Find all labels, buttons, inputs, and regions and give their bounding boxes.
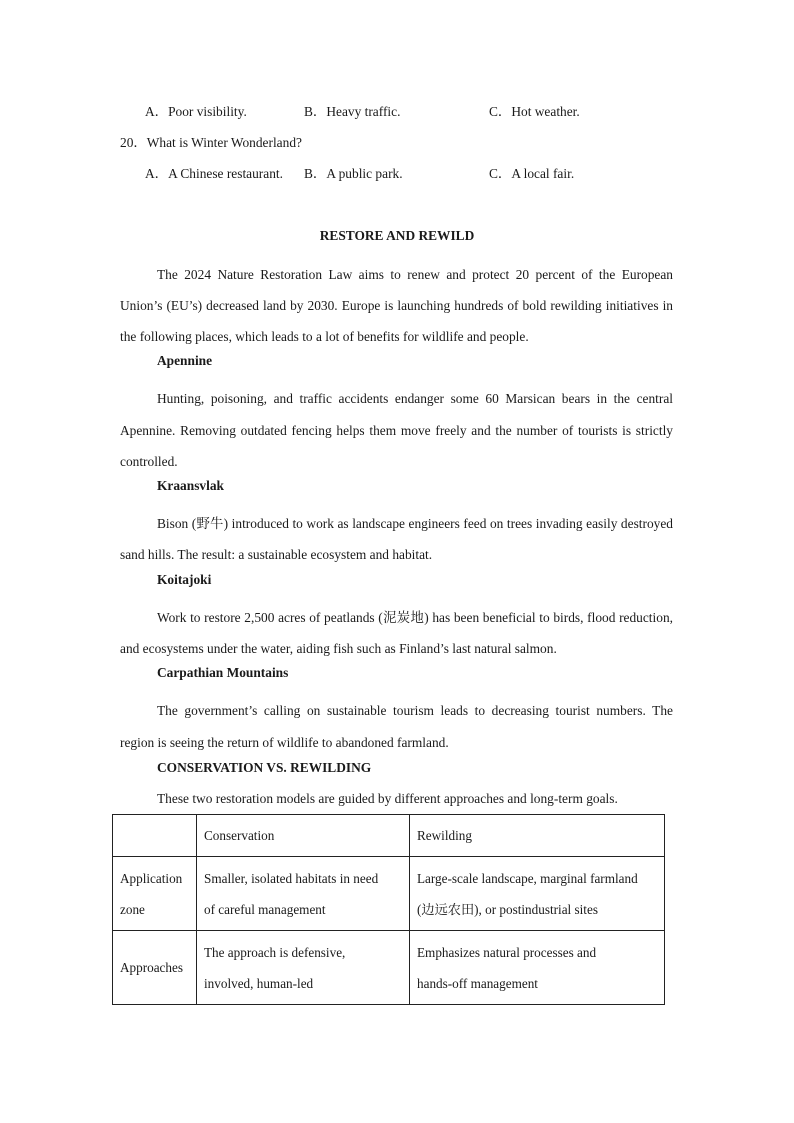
section-heading-carpathian: Carpathian Mountains [157,665,289,680]
row-label [113,857,197,931]
option-letter: B． [304,166,327,181]
comparison-heading: CONSERVATION VS. REWILDING [157,760,372,775]
option-text: A Chinese restaurant. [168,166,283,181]
cell-line: (边远农田), or postindustrial sites [417,901,598,917]
intro-paragraph: The 2024 Nature Restoration Law aims to renew and protect 20 percent of the European Union’s (EU’s) decreased land by 2030. Europe is launching hundreds of bold rewilding initiatives in the following places, which leads to a lot of benefits for wildlife and people. [120,267,673,344]
option-letter: B． [304,104,327,119]
cell-line: Smaller, isolated habitats in need [204,870,379,886]
q19-option-b [304,103,400,121]
section-heading-apennine: Apennine [157,353,213,368]
cell-line: of careful management [204,901,326,917]
table-row [113,931,665,1005]
option-letter: A． [145,166,169,181]
table-header-row [113,815,665,857]
q20-option-c [489,165,574,183]
section-body-kraansvlak: Bison (野牛) introduced to work as landscape engineers feed on trees invading easily destroyed sand hills. The result: a sustainable ecosystem and habitat. [120,516,673,562]
section-body-apennine: Hunting, poisoning, and traffic accidents endanger some 60 Marsican bears in the central Apennine. Removing outdated fencing helps them move freely and the number of tourists is strictly controlled. [120,391,673,469]
table-header-cell: Rewilding [410,815,665,857]
q20-question: 20．What is Winter Wonderland? [120,135,302,150]
q20-option-a [145,165,283,183]
option-text: Heavy traffic. [326,104,401,119]
conservation-cell [197,931,410,1005]
section-heading-koitajoki: Koitajoki [157,572,212,587]
rewilding-cell [410,857,665,931]
cell-line: Large-scale landscape, marginal farmland [417,870,638,886]
q20-option-b [304,165,403,183]
option-text: Poor visibility. [168,104,247,119]
section-body-koitajoki: Work to restore 2,500 acres of peatlands (泥炭地) has been beneficial to birds, flood reduction, and ecosystems under the water, aiding fish such as Finland’s last natural salmon. [120,610,673,656]
section-heading-kraansvlak: Kraansvlak [157,478,224,493]
q19-option-c [489,103,580,121]
conservation-cell [197,857,410,931]
option-letter: A． [145,104,169,119]
option-text: A public park. [326,166,403,181]
cell-line: The approach is defensive, [204,944,346,960]
cell-line: involved, human-led [204,975,314,991]
section-body-carpathian: The government’s calling on sustainable tourism leads to decreasing tourist numbers. The region is seeing the return of wildlife to abandoned farmland. [120,703,673,750]
article-title: RESTORE AND REWILD [319,228,475,243]
option-text: Hot weather. [511,104,580,119]
row-label-line: zone [120,901,145,917]
comparison-table [112,814,665,1005]
cell-line: Emphasizes natural processes and [417,944,597,960]
table-header-cell [113,815,197,857]
cell-line: hands-off management [417,975,538,991]
rewilding-cell [410,931,665,1005]
table-header-cell: Conservation [197,815,410,857]
row-label: Approaches [113,931,197,1005]
option-text: A local fair. [511,166,575,181]
comparison-intro: These two restoration models are guided by different approaches and long-term goals. [157,791,618,806]
row-label-line: Application [120,870,183,886]
q19-option-a [145,103,247,121]
table-row [113,857,665,931]
option-letter: C． [489,104,512,119]
option-letter: C． [489,166,512,181]
